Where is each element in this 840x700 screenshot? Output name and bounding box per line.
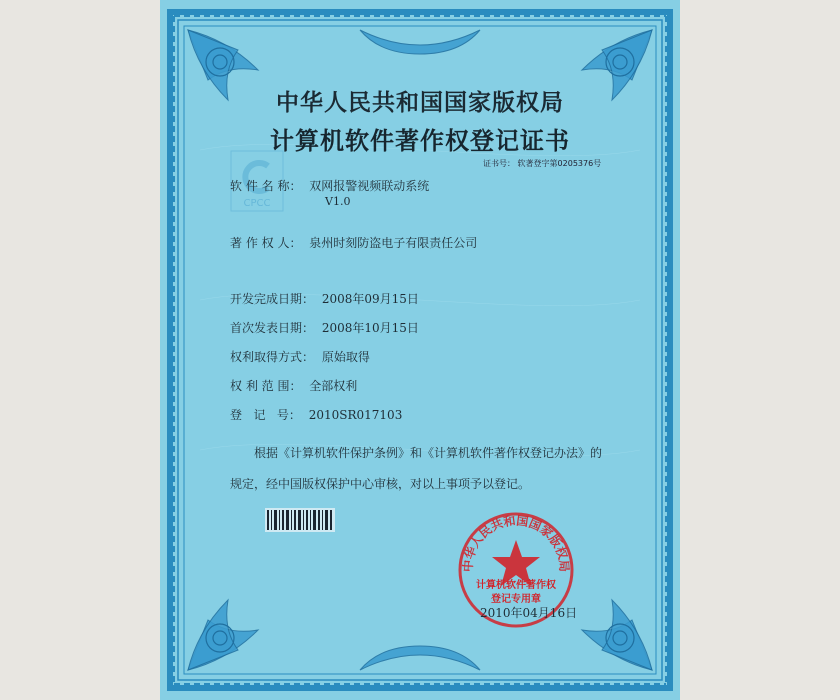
software-name-row [230, 177, 429, 194]
publish-date-row [230, 319, 419, 336]
software-name-value: 双网报警视频联动系统 [309, 179, 430, 193]
owner-value: 泉州时刻防盗电子有限责任公司 [309, 236, 478, 250]
seal-line-1: 计算机软件著作权 [476, 580, 556, 591]
owner-label: 著 作 权 人： [230, 236, 302, 250]
issuer-title: 中华人民共和国国家版权局 [276, 89, 564, 116]
regno-label: 登 记 号： [230, 408, 301, 422]
owner-row [230, 234, 477, 251]
seal-ring-text: 中华人民共和国国家版权局 [460, 513, 572, 573]
completion-date-value: 2008年09月15日 [321, 292, 419, 306]
certificate-number [483, 158, 601, 169]
seal-line-2: 登记专用章 [491, 594, 541, 605]
completion-date-row [230, 290, 419, 307]
scope-label: 权 利 范 围： [230, 379, 302, 393]
publish-date-value: 2008年10月15日 [321, 321, 419, 335]
acquire-value: 原始取得 [321, 350, 370, 364]
statement-line-2: 规定，经中国版权保护中心审核，对以上事项予以登记。 [230, 477, 531, 491]
issue-date: 2010年04月16日 [480, 606, 578, 620]
cpcc-logo-text: CPCC [243, 198, 271, 209]
certificate-number-value: 软著登字第0205376号 [517, 159, 602, 168]
acquire-label: 权利取得方式： [230, 350, 315, 364]
publish-date-label: 首次发表日期： [230, 321, 315, 335]
scope-value: 全部权利 [309, 379, 358, 393]
certificate-title: 计算机软件著作权登记证书 [270, 126, 570, 155]
certificate-number-label: 证书号： [483, 159, 515, 168]
regno-value: 2010SR017103 [308, 408, 403, 422]
acquire-row [230, 348, 370, 365]
completion-date-label: 开发完成日期： [230, 292, 315, 306]
regno-row [230, 406, 402, 423]
software-name-label: 软 件 名 称： [230, 179, 302, 193]
certificate [160, 0, 680, 700]
barcode-icon [265, 508, 335, 532]
scope-row [230, 377, 357, 394]
statement-line-1: 根据《计算机软件保护条例》和《计算机软件著作权登记办法》的 [254, 446, 603, 460]
software-version: V1.0 [325, 195, 351, 208]
